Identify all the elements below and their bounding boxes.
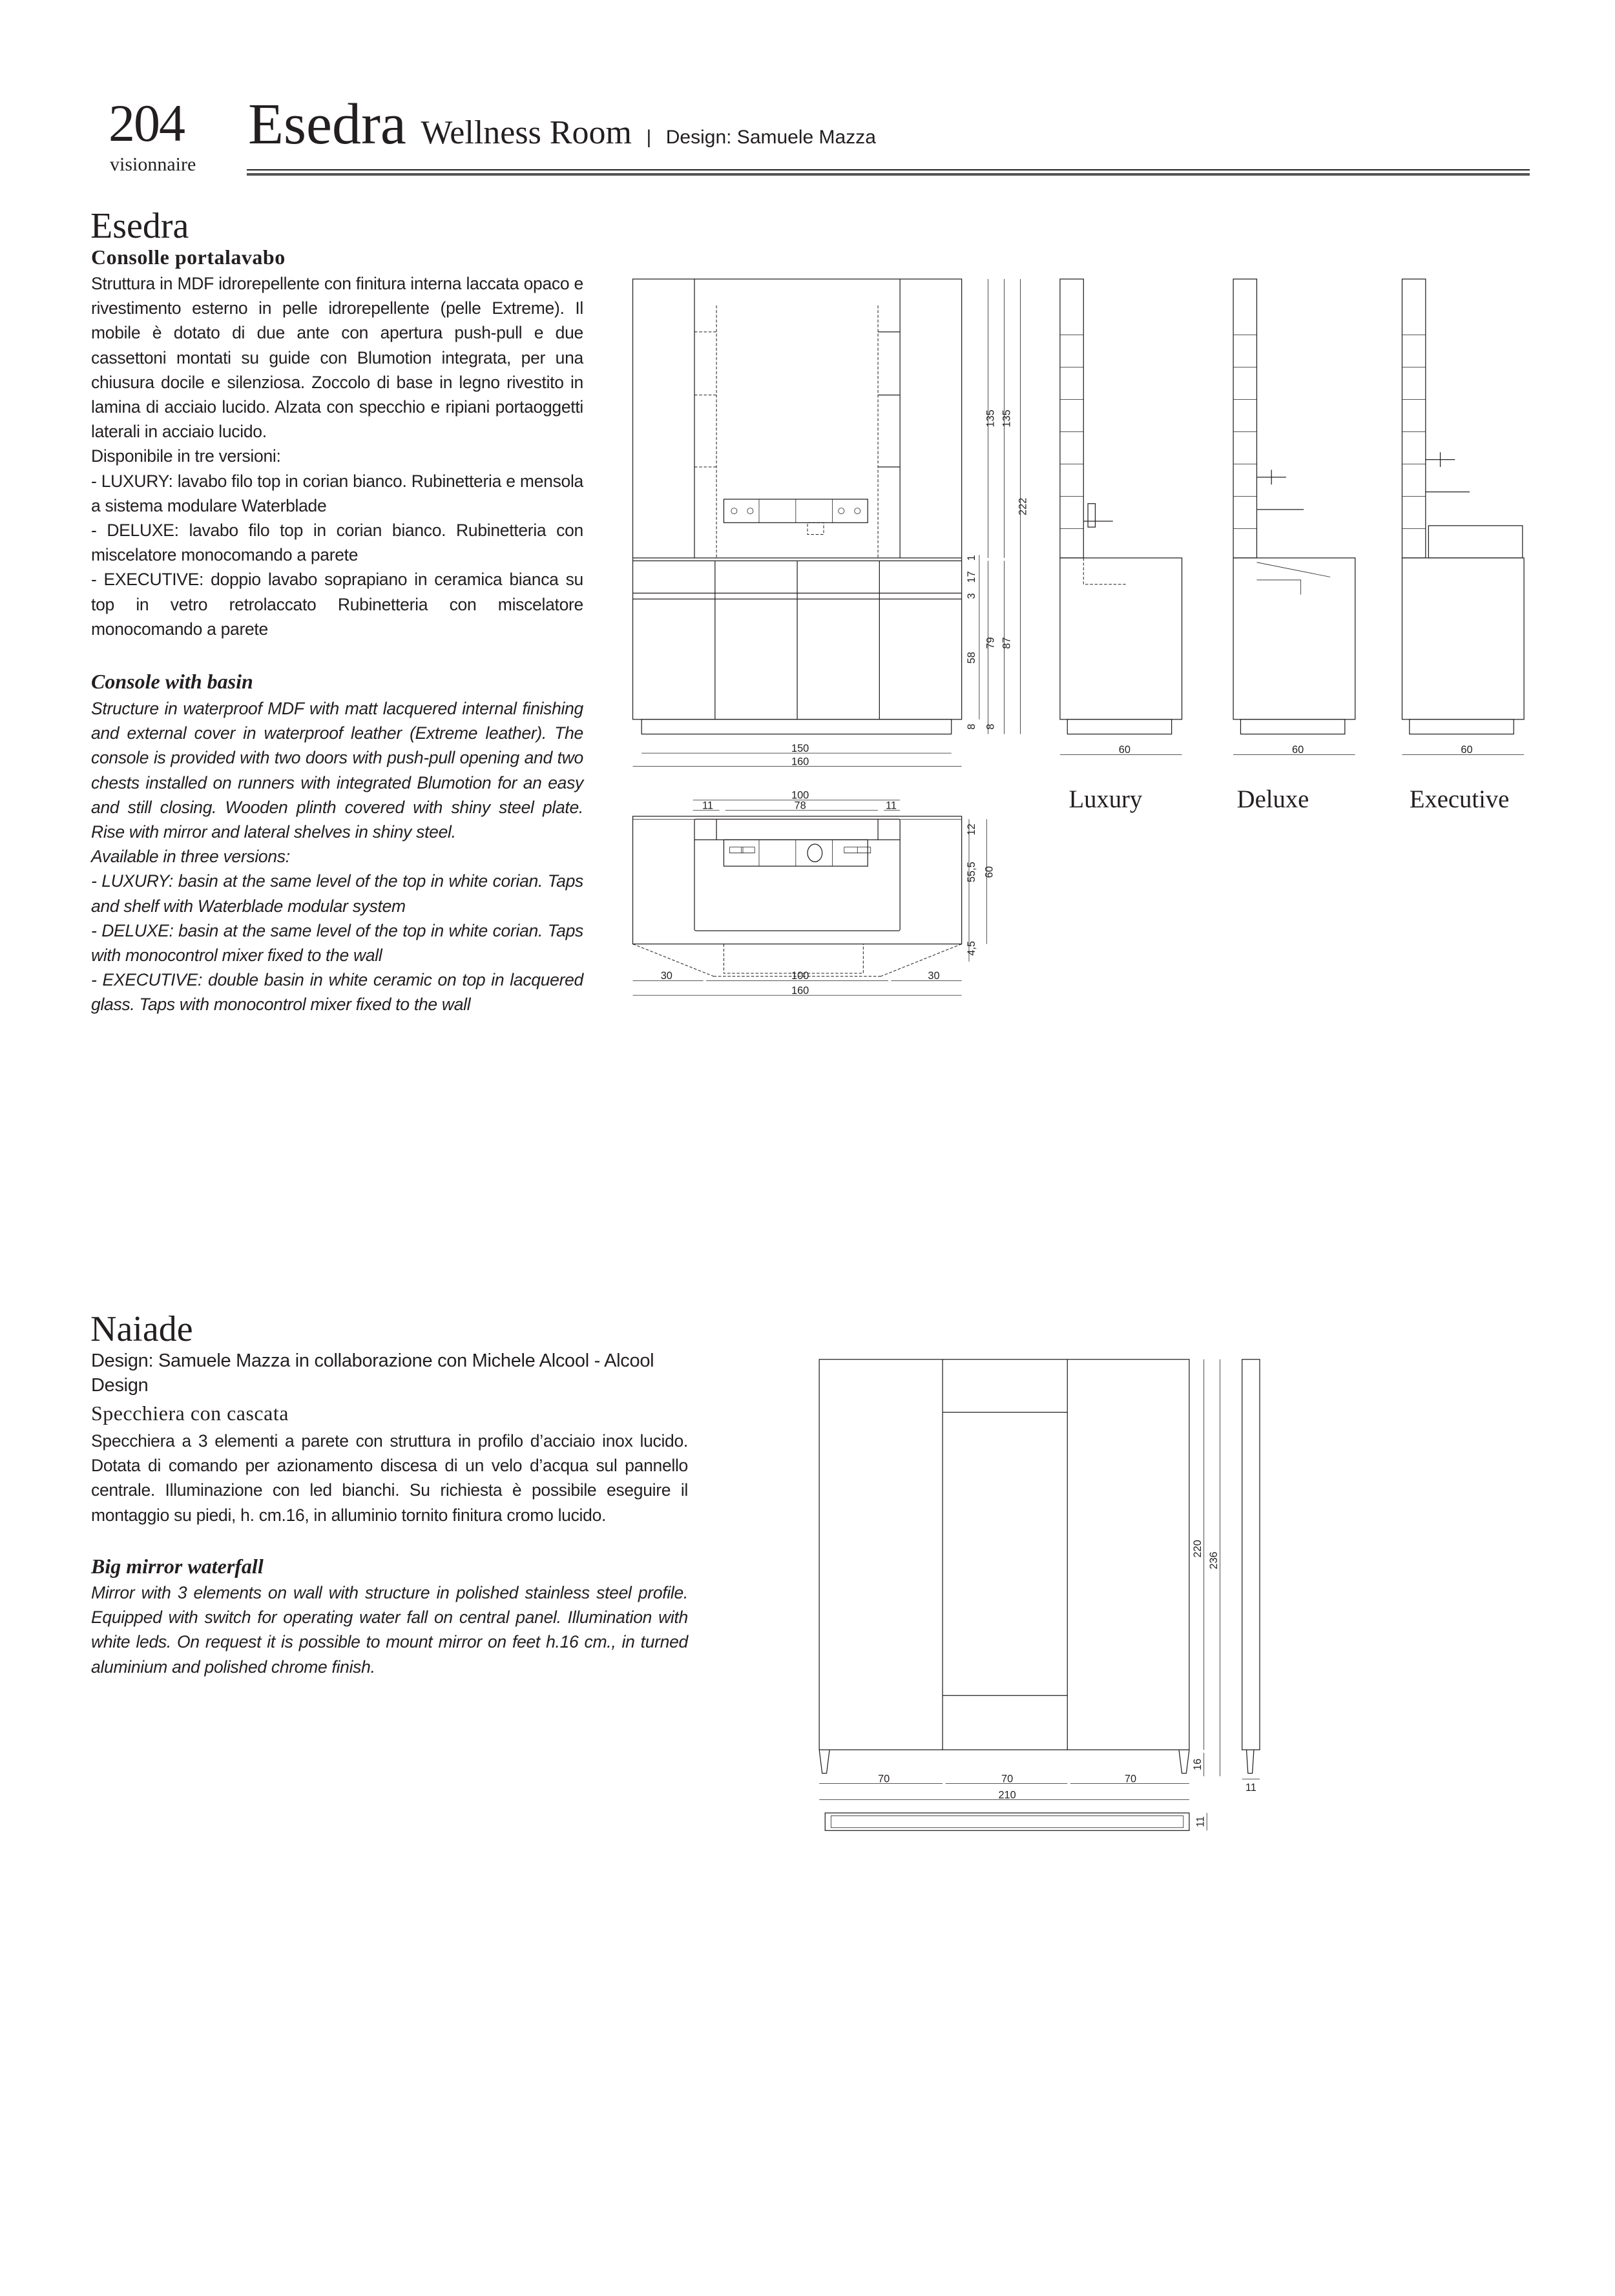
dim-135b: 135	[1001, 409, 1013, 428]
dim-side-11: 11	[1245, 1781, 1256, 1794]
plinth	[641, 719, 952, 734]
esedra-front-elevation	[633, 279, 1029, 767]
dim-3: 3	[966, 593, 978, 599]
dim-55-5: 55,5	[966, 862, 978, 883]
dim-1: 1	[966, 555, 978, 561]
dim-60: 60	[983, 866, 995, 878]
dim-70-right: 70	[1124, 1773, 1137, 1785]
dim-11-left: 11	[702, 800, 713, 812]
title-main: Esedra	[248, 92, 406, 156]
paragraph: - EXECUTIVE: double basin in white ceramic on top in lacquered glass. Taps with monocontrol mixer fixed to the wall	[91, 970, 583, 1015]
side-view-luxury	[1060, 279, 1182, 813]
naiade-front-elevation	[819, 1360, 1220, 1801]
dim-210: 210	[998, 1789, 1016, 1801]
esedra-title: Esedra	[90, 206, 189, 246]
page-number: 204	[109, 94, 184, 152]
dim-width-160: 160	[791, 756, 809, 768]
dim-222: 222	[1017, 497, 1029, 515]
dim-16: 16	[1192, 1758, 1204, 1771]
dim-58: 58	[966, 652, 978, 664]
dim-4-5: 4,5	[966, 941, 978, 956]
paragraph: - DELUXE: lavabo filo top in corian bianco. Rubinetteria con miscelatore monocomando a parete	[91, 521, 583, 565]
dim-top-100: 100	[791, 789, 809, 802]
version-label-deluxe: Deluxe	[1236, 786, 1309, 814]
dim-78: 78	[794, 800, 806, 812]
naiade-title: Naiade	[90, 1309, 193, 1349]
paragraph: - DELUXE: basin at the same level of the top in white corian. Taps with monocontrol mixer fixed to the wall	[91, 920, 583, 966]
dim-70-center: 70	[1001, 1773, 1014, 1785]
dim-12: 12	[966, 823, 978, 836]
dim-135a: 135	[985, 409, 997, 428]
esedra-plan-view	[633, 790, 995, 997]
dim-plan-11: 11	[1194, 1816, 1207, 1828]
esedra-it-heading: Consolle portalavabo	[91, 245, 286, 269]
naiade-it-heading: Specchiera con cascata	[91, 1401, 289, 1425]
paragraph: Available in three versions:	[91, 847, 290, 867]
dim-8a: 8	[966, 723, 978, 730]
dim-30-left: 30	[660, 970, 672, 982]
title-design: Design: Samuele Mazza	[665, 127, 876, 148]
paragraph: Disponibile in tre versioni:	[91, 446, 281, 466]
brand-name: visionnaire	[110, 154, 196, 175]
dim-236: 236	[1208, 1551, 1220, 1569]
dim-70-left: 70	[878, 1773, 890, 1785]
dim-8b: 8	[985, 723, 997, 730]
dim-220: 220	[1192, 1540, 1204, 1558]
dim-79: 79	[985, 637, 997, 649]
paragraph: Struttura in MDF idrorepellente con finitura interna laccata opaco e rivestimento esterno in pelle idrorepellente (pelle Extreme). Il mobile è dotato di due ante con apertura push-pull e due cassettoni montati su guide con Blumotion integrata, per una chiusura docile e silenziosa. Zoccolo di base in legno rivestito in lamina di acciaio lucido. Alzata con specchio e ripiani portaoggetti laterali in acciaio lucido.	[91, 274, 583, 442]
luxury-depth: 60	[1118, 744, 1131, 756]
executive-depth: 60	[1461, 744, 1473, 756]
dim-bottom-100: 100	[791, 970, 809, 982]
esedra-en-heading: Console with basin	[91, 670, 253, 693]
paragraph: Structure in waterproof MDF with matt lacquered internal finishing and external cover in waterproof leather (Extreme leather). The console is provided with two doors with push-pull opening and two chests installed on runners with integrated Blumotion for an easy and still closing. Wooden plinth covered with shiny steel plate. Rise with mirror and lateral shelves in shiny steel.	[91, 699, 583, 842]
naiade-it-description: Specchiera a 3 elementi a parete con struttura in profilo d’acciaio inox lucido. Dotata di comando per azionamento discesa di un velo d’acqua sul pannello centrale. Illuminazione con led bianchi. Su richiesta è possibile eseguire il montaggio su piedi, h. cm.16, in alluminio tornito finitura cromo lucido.	[91, 1431, 688, 1525]
dim-17: 17	[966, 571, 978, 583]
naiade-side-view	[1242, 1360, 1260, 1794]
naiade-en-heading: Big mirror waterfall	[91, 1555, 264, 1578]
paragraph: - LUXURY: basin at the same level of the top in white corian. Taps and shelf with Waterblade modular system	[91, 871, 583, 916]
version-label-luxury: Luxury	[1068, 786, 1143, 814]
naiade-design: Design: Samuele Mazza in collaborazione con Michele Alcool - Alcool Design	[91, 1350, 654, 1396]
dim-87: 87	[1001, 637, 1013, 649]
dim-30-right: 30	[928, 970, 940, 982]
paragraph: - LUXURY: lavabo filo top in corian bianco. Rubinetteria e mensola a sistema modulare Waterblade	[91, 471, 583, 515]
paragraph: - EXECUTIVE: doppio lavabo soprapiano in ceramica bianca su top in vetro retrolaccato Rubinetteria con miscelatore monocomando a parete	[91, 570, 583, 639]
side-view-executive	[1402, 279, 1524, 813]
title-subtitle: Wellness Room	[421, 114, 632, 151]
deluxe-depth: 60	[1291, 744, 1304, 756]
dim-width-150: 150	[791, 742, 809, 754]
side-view-deluxe	[1233, 279, 1355, 813]
version-label-executive: Executive	[1409, 786, 1510, 814]
naiade-en-description: Mirror with 3 elements on wall with structure in polished stainless steel profile. Equipped with switch for operating water fall on central panel. Illumination with white leds. On request it is possible to mount mirror on feet h.16 cm., in turned aluminium and polished chrome finish.	[91, 1583, 688, 1677]
dim-11-right: 11	[886, 800, 897, 812]
dim-bottom-160: 160	[791, 984, 809, 997]
naiade-plan-view	[825, 1813, 1207, 1830]
title-separator: |	[646, 127, 652, 148]
